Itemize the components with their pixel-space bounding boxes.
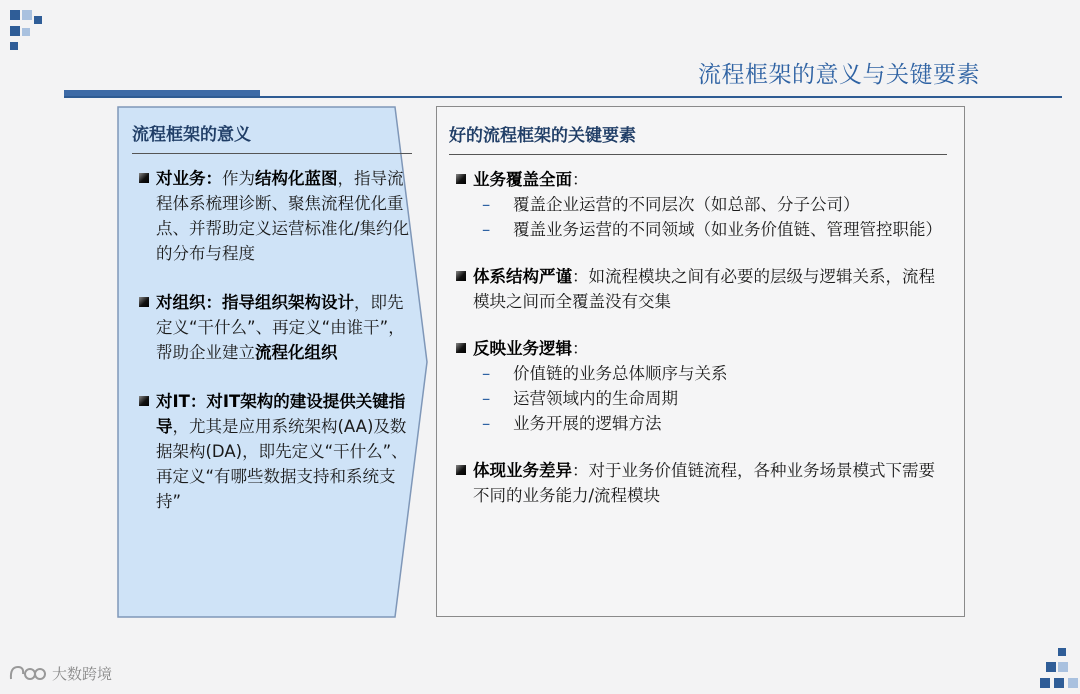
body-text: 作为 <box>222 169 255 188</box>
body-text: ：如流程模块之间有必要的层级与逻辑关系，流程模块之间而全覆盖没有交集 <box>473 267 935 311</box>
key-elements-panel <box>436 106 965 617</box>
key-elements-heading-rule <box>449 154 947 155</box>
key-element-section <box>449 458 949 508</box>
dash-bullet-icon: – <box>482 389 491 408</box>
meaning-item <box>132 290 412 365</box>
brand-logo <box>8 662 112 684</box>
emphasis-text: 反映业务逻辑 <box>473 339 572 358</box>
dash-bullet-icon: – <box>482 414 491 433</box>
dash-bullet-icon: – <box>482 195 491 214</box>
logo-text: 大数跨境 <box>52 664 113 683</box>
emphasis-text: 结构化蓝图 <box>255 169 338 188</box>
key-element-section <box>449 167 949 242</box>
key-elements-list <box>449 167 949 508</box>
square-bullet-icon <box>456 343 466 353</box>
square-bullet-icon <box>456 174 466 184</box>
emphasis-text: 对组织：指导组织架构设计 <box>156 293 354 312</box>
subitem-text: 价值链的业务总体顺序与关系 <box>513 364 728 383</box>
square-bullet-icon <box>456 271 466 281</box>
key-element-section <box>449 336 949 436</box>
body-text: ： <box>572 339 589 358</box>
key-element-subitem <box>449 217 949 242</box>
subitem-text: 业务开展的逻辑方法 <box>513 414 662 433</box>
body-text: ： <box>572 170 589 189</box>
key-element-item <box>449 336 949 361</box>
key-element-subitem <box>449 411 949 436</box>
square-bullet-icon <box>139 297 149 307</box>
body-text: ，即先定义“干什么”、再定义“由谁干”，帮助企业建立 <box>156 293 405 362</box>
meaning-item <box>132 166 412 266</box>
emphasis-text: 对业务： <box>156 169 222 188</box>
emphasis-text: 流程化组织 <box>255 343 338 362</box>
key-elements-heading: 好的流程框架的关键要素 <box>449 126 636 146</box>
key-element-section <box>449 264 949 314</box>
body-text: ：对于业务价值链流程，各种业务场景模式下需要不同的业务能力/流程模块 <box>473 461 935 505</box>
key-element-subitem <box>449 386 949 411</box>
emphasis-text: 对IT：对IT架构的建设提供关键指导 <box>156 392 406 436</box>
emphasis-text: 体现业务差异 <box>473 461 572 480</box>
square-bullet-icon <box>139 173 149 183</box>
key-element-item <box>449 167 949 192</box>
square-bullet-icon <box>456 465 466 475</box>
meaning-heading-rule <box>132 153 412 154</box>
logo-icon <box>8 662 46 684</box>
emphasis-text: 业务覆盖全面 <box>473 170 572 189</box>
header-divider <box>64 96 1062 98</box>
subitem-text: 运营领域内的生命周期 <box>513 389 678 408</box>
meaning-heading: 流程框架的意义 <box>132 125 251 145</box>
meaning-item <box>132 389 412 514</box>
key-element-subitem <box>449 361 949 386</box>
subitem-text: 覆盖企业运营的不同层次（如总部、分子公司） <box>513 195 860 214</box>
body-text: ，指导流程体系梳理诊断、聚焦流程优化重点、并帮助定义运营标准化/集约化的分布与程度 <box>156 169 410 263</box>
subitem-text: 覆盖业务运营的不同领域（如业务价值链、管理管控职能） <box>513 220 942 239</box>
page-title: 流程框架的意义与关键要素 <box>698 62 980 88</box>
key-element-subitem <box>449 192 949 217</box>
meaning-panel <box>117 106 429 618</box>
square-bullet-icon <box>139 396 149 406</box>
key-element-item <box>449 458 949 508</box>
dash-bullet-icon: – <box>482 364 491 383</box>
body-text: ，尤其是应用系统架构(AA)及数据架构(DA)，即先定义“干什么”、再定义“有哪些数据支持和系统支持” <box>156 417 408 511</box>
dash-bullet-icon: – <box>482 220 491 239</box>
key-element-item <box>449 264 949 314</box>
emphasis-text: 体系结构严谨 <box>473 267 572 286</box>
meaning-list <box>132 166 412 514</box>
